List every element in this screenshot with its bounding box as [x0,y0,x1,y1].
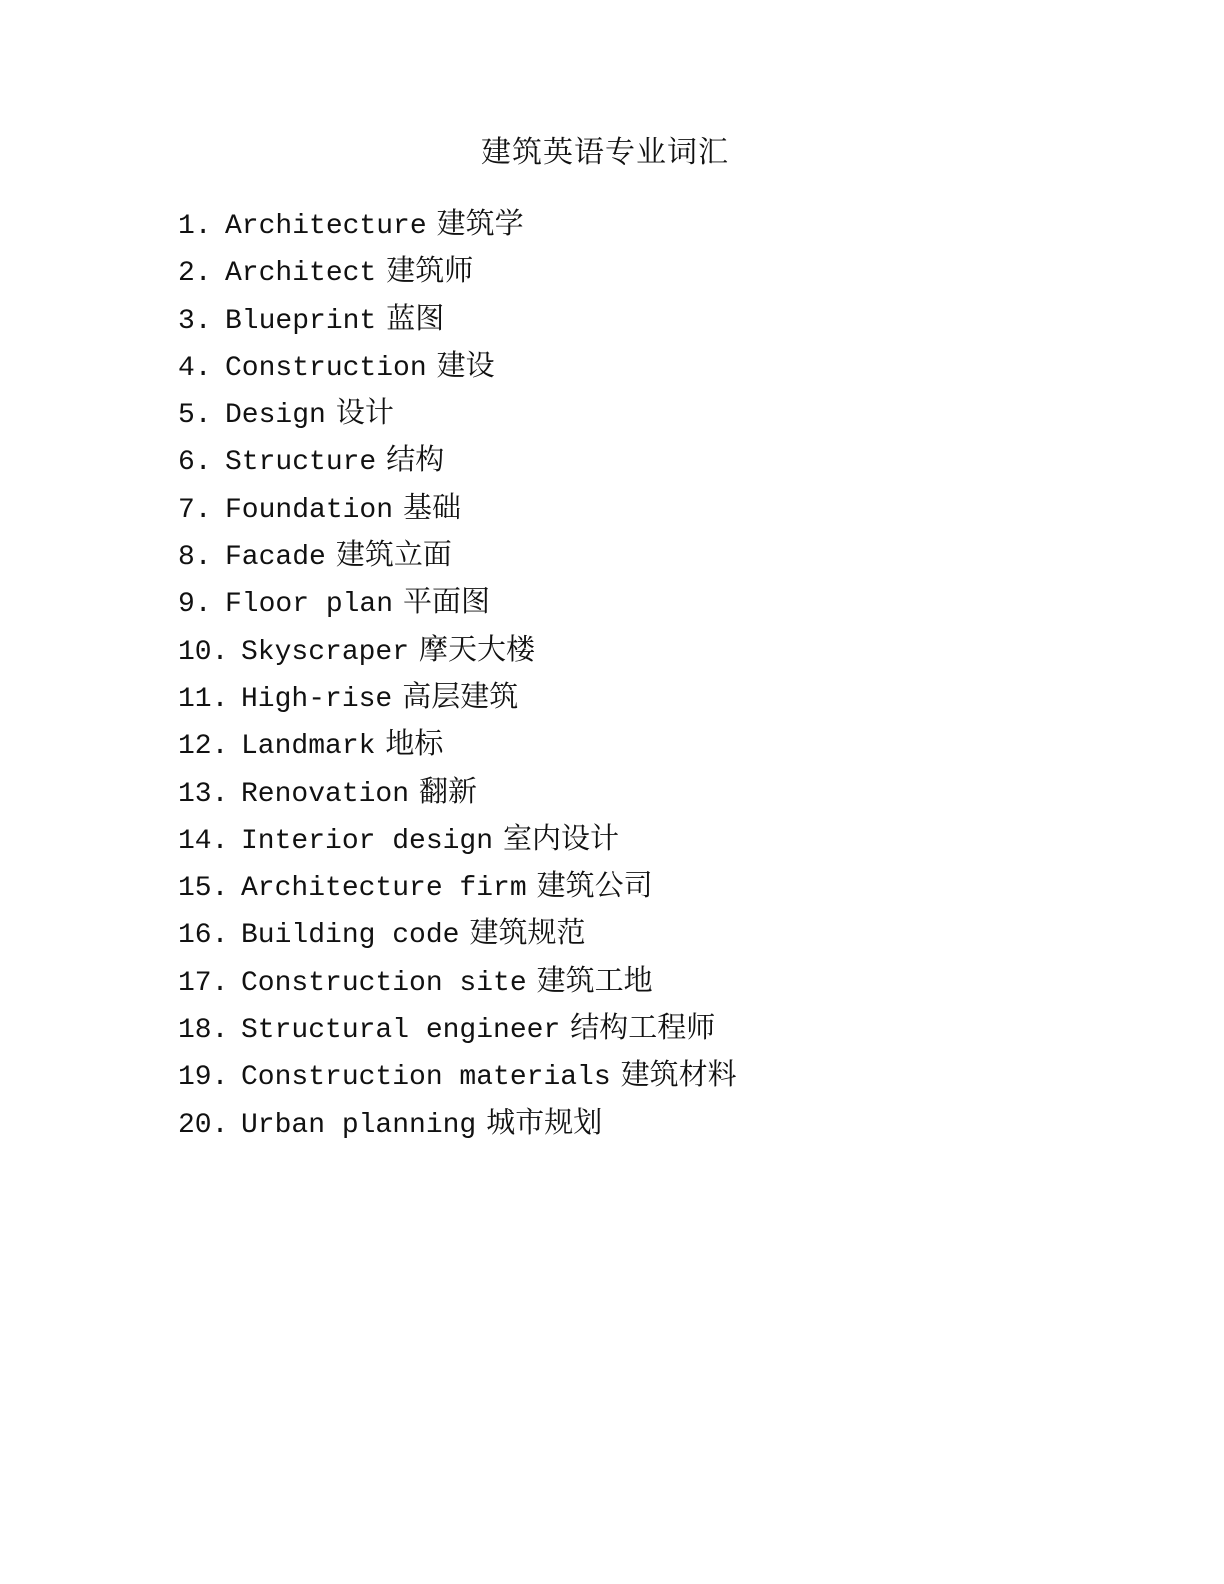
english-term: Construction site [241,967,527,999]
chinese-term: 平面图 [403,584,491,619]
english-term: Floor plan [225,589,394,621]
list-item [178,343,737,390]
list-item [178,674,737,721]
english-term: Urban planning [241,1109,477,1141]
chinese-term: 摩天大楼 [419,631,536,666]
list-item [178,721,737,768]
list-item [178,769,737,816]
item-number: 3. [178,305,212,337]
list-item [178,910,737,957]
chinese-term: 建筑规范 [469,915,586,950]
list-item [178,863,737,910]
item-number: 7. [178,494,212,526]
english-term: Architecture [225,211,427,242]
english-term: Construction [225,352,427,384]
english-term: Skyscraper [241,636,410,668]
english-term: Design [225,400,326,432]
list-item [178,532,737,579]
item-number: 13. [178,778,229,810]
vocabulary-list [178,201,737,1147]
list-item [178,248,737,295]
item-number: 9. [178,589,212,621]
chinese-term: 建筑工地 [536,962,653,997]
english-term: Architect [225,258,377,290]
list-item [178,485,737,532]
chinese-term: 室内设计 [503,820,620,855]
item-number: 18. [178,1015,229,1047]
chinese-term: 建筑公司 [536,868,653,903]
list-item [178,958,737,1005]
english-term: Foundation [225,494,394,526]
chinese-term: 建筑材料 [620,1057,737,1092]
item-number: 16. [178,920,229,952]
english-term: High-rise [241,683,393,715]
list-item [178,296,737,343]
chinese-term: 建筑师 [386,253,474,288]
list-item [178,816,737,863]
chinese-term: 翻新 [419,773,478,808]
english-term: Interior design [241,825,494,857]
list-item [178,437,737,484]
list-item [178,1005,737,1052]
chinese-term: 高层建筑 [402,678,519,713]
item-number: 12. [178,731,229,763]
item-number: 6. [178,447,212,479]
item-number: 17. [178,967,229,999]
item-number: 1. [178,211,212,242]
list-item [178,390,737,437]
chinese-term: 地标 [385,726,444,761]
item-number: 11. [178,683,229,715]
english-term: Architecture firm [241,873,527,905]
chinese-term: 结构 [386,442,445,477]
list-item [178,627,737,674]
english-term: Facade [225,542,326,574]
item-number: 5. [178,400,212,432]
item-number: 20. [178,1109,229,1141]
item-number: 4. [178,352,212,384]
list-item [178,201,737,248]
document-title: 建筑英语专业词汇 [481,135,729,170]
chinese-term: 基础 [403,489,462,524]
chinese-term: 设计 [335,395,394,430]
chinese-term: 建筑立面 [335,537,452,572]
english-term: Renovation [241,778,410,810]
english-term: Building code [241,920,460,952]
item-number: 14. [178,825,229,857]
chinese-term: 城市规划 [486,1104,603,1139]
item-number: 10. [178,636,229,668]
list-item [178,1100,737,1147]
english-term: Structure [225,447,377,479]
chinese-term: 蓝图 [386,300,445,335]
chinese-term: 结构工程师 [570,1010,716,1045]
list-item [178,1052,737,1099]
english-term: Structural engineer [241,1015,561,1047]
chinese-term: 建设 [436,347,495,382]
english-term: Construction materials [241,1062,611,1094]
english-term: Landmark [241,731,376,763]
item-number: 2. [178,258,212,290]
item-number: 8. [178,542,212,574]
item-number: 15. [178,873,229,905]
list-item [178,579,737,626]
english-term: Blueprint [225,305,377,337]
chinese-term: 建筑学 [436,206,524,240]
item-number: 19. [178,1062,229,1094]
